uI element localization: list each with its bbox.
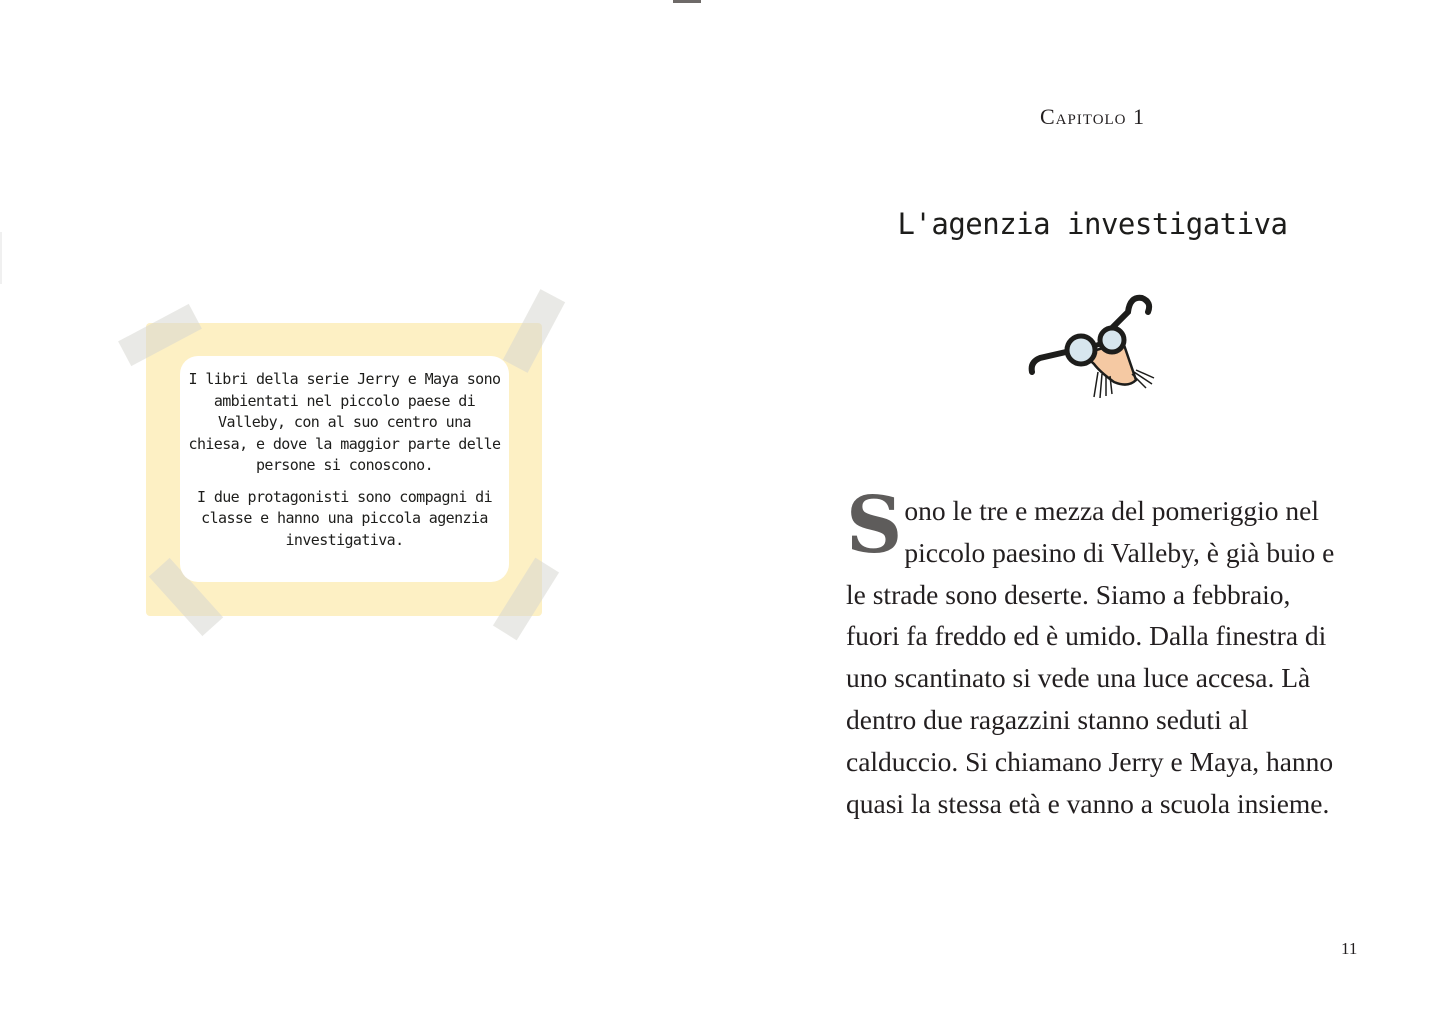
note-content	[180, 356, 509, 582]
chapter-title: L'agenzia investigativa	[897, 207, 1288, 241]
note-paragraph: I libri della serie Jerry e Maya sono ambientati nel piccolo paese di Valleby, con al suo centro una chiesa, e dove la maggior parte delle persone si conoscono.	[188, 370, 501, 474]
body-paragraph: ono le tre e mezza del pomeriggio nel piccolo paesino di Valleby, è già buio e le strade sono deserte. Siamo a febbraio, fuori fa freddo ed è umido. Dalla finestra di uno scantinato si vede una luce accesa. Là dentro due ragazzini stanno seduti al calduccio. Si chiamano Jerry e Maya, hanno quasi la stessa età e vanno a scuola insieme.	[846, 495, 1335, 819]
chapter-body	[846, 480, 1346, 824]
glasses-disguise-icon	[1028, 292, 1158, 402]
note-paragraph: I due protagonisti sono compagni di classe e hanno una piccola agenzia investigativa.	[196, 487, 493, 549]
page-edge-mark	[0, 232, 2, 284]
page-number: 11	[1341, 939, 1358, 958]
info-note-box	[146, 323, 542, 616]
chapter-label: Capitolo 1	[1039, 104, 1146, 129]
page-top-mark	[673, 0, 701, 3]
drop-cap: S	[846, 480, 903, 571]
